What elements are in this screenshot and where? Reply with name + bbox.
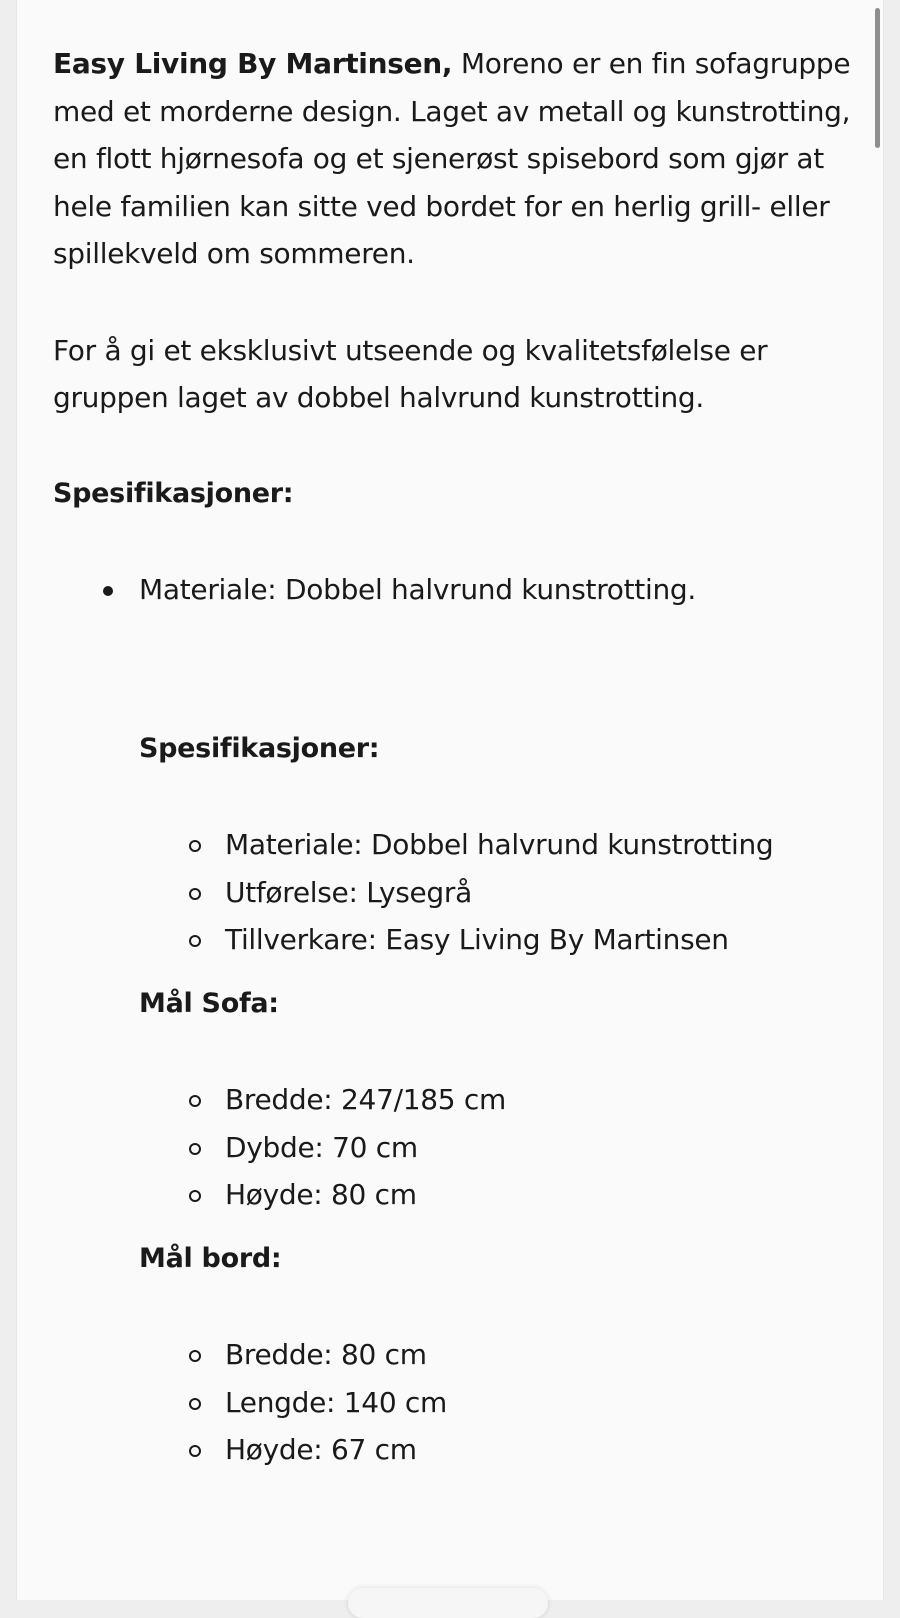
list-item: Høyde: 80 cm <box>139 1171 853 1219</box>
table-dimensions-heading: Mål bord: <box>139 1242 282 1274</box>
sofa-dimensions-list <box>139 1076 853 1219</box>
list-item: Høyde: 67 cm <box>139 1426 853 1474</box>
list-item: Materiale: Dobbel halvrund kunstrotting. <box>53 566 853 614</box>
list-item: Dybde: 70 cm <box>139 1124 853 1172</box>
list-item: Materiale: Dobbel halvrund kunstrotting <box>139 821 853 869</box>
scrollbar[interactable] <box>875 8 880 148</box>
nested-spec-heading: Spesifikasjoner: <box>139 732 380 764</box>
intro-paragraph <box>53 40 853 278</box>
nested-spec-section <box>53 725 853 1474</box>
list-item: Lengde: 140 cm <box>139 1379 853 1427</box>
list-item: Tillverkare: Easy Living By Martinsen <box>139 916 853 964</box>
list-item: Utførelse: Lysegrå <box>139 869 853 917</box>
spec-heading: Spesifikasjoner: <box>53 477 294 509</box>
bottom-bar-handle[interactable] <box>348 1588 548 1618</box>
description-content <box>53 40 853 1474</box>
list-item: Bredde: 247/185 cm <box>139 1076 853 1124</box>
intro-text: Moreno er en fin sofagruppe med et morderne design. Laget av metall og kunstrotting, en flott hjørnesofa og et sjenerøst spisebord som gjør at hele familien kan sitte ved bordet for en herlig grill- eller spillekveld om sommeren. <box>53 47 851 270</box>
sofa-dimensions-heading: Mål Sofa: <box>139 987 279 1019</box>
quality-paragraph: For å gi et eksklusivt utseende og kvalitetsfølelse er gruppen laget av dobbel halvrund kunstrotting. <box>53 333 768 414</box>
nested-spec-list <box>139 821 853 964</box>
table-dimensions-list <box>139 1331 853 1474</box>
spec-list <box>53 566 853 614</box>
brand-name: Easy Living By Martinsen, <box>53 47 453 80</box>
product-description-panel <box>16 0 884 1600</box>
list-item: Bredde: 80 cm <box>139 1331 853 1379</box>
